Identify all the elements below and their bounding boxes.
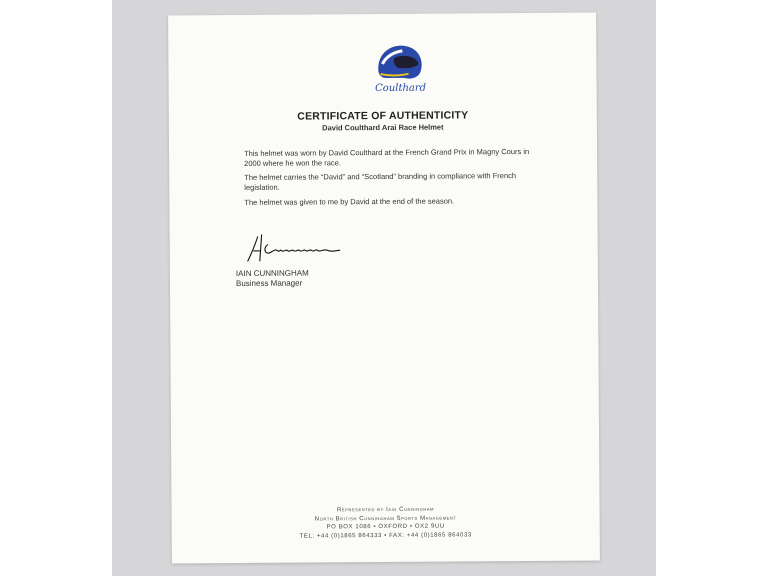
signatory-block (236, 269, 309, 290)
footer-line: TEL: +44 (0)1865 864333 • FAX: +44 (0)1865 864033 (299, 532, 472, 540)
signatory-name: IAIN CUNNINGHAM (235, 268, 309, 279)
footer-line: PO BOX 1086 • OXFORD • OX2 9UU (326, 523, 445, 531)
certificate-subtitle: David Coulthard Arai Race Helmet (322, 122, 444, 133)
certificate-sheet (168, 13, 600, 564)
footer-line: North British Cunningham Sports Management (314, 515, 457, 523)
coulthard-helmet-logo (364, 38, 434, 96)
handwritten-signature (244, 230, 344, 267)
certificate-title: CERTIFICATE OF AUTHENTICITY (297, 109, 469, 123)
paragraph-worn: This helmet was worn by David Coulthard at the French Grand Prix in Magny Cours in 2000 where he won the race. (244, 146, 530, 168)
footer-address (172, 505, 600, 542)
paragraph-branding: The helmet carries the “David” and “Scotland” branding in compliance with French legislation. (244, 171, 517, 192)
paragraph-given: The helmet was given to me by David at the end of the season. (244, 196, 455, 207)
signatory-role: Business Manager (235, 278, 303, 289)
footer-line: Represented by Iain Cunningham (336, 506, 435, 514)
logo-wordmark: Coulthard (375, 82, 427, 95)
